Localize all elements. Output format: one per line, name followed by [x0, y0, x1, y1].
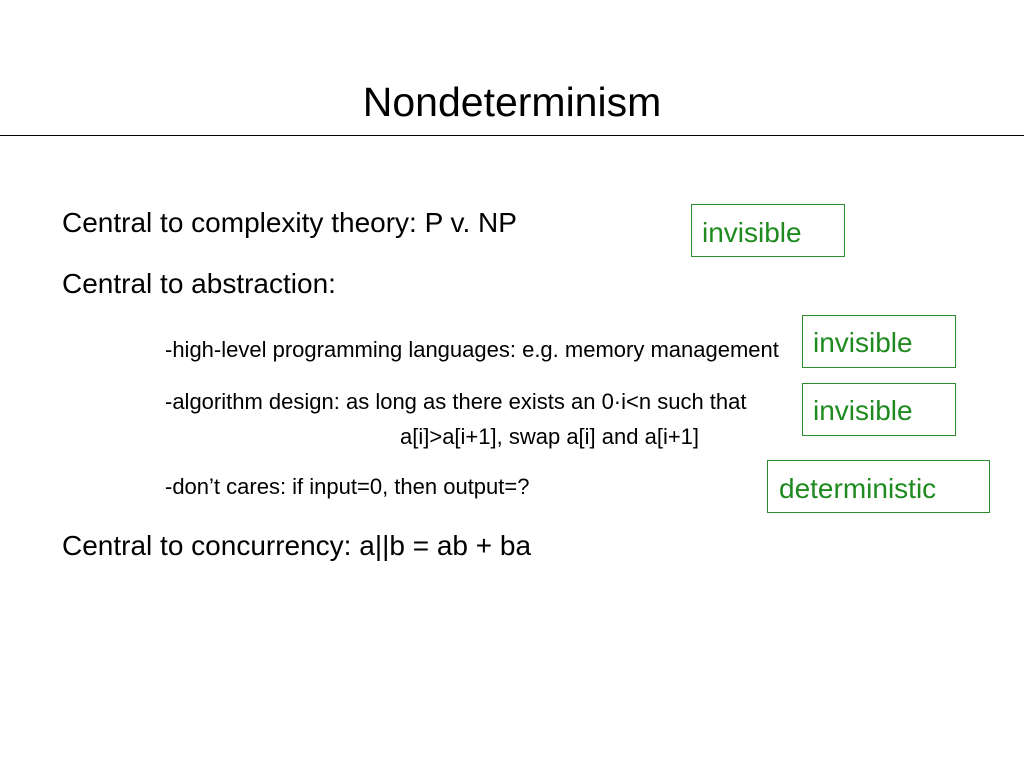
callout-deterministic: deterministic [767, 460, 990, 513]
bullet-concurrency: Central to concurrency: a||b = ab + ba [62, 530, 532, 561]
subbullet-algorithm-design: -algorithm design: as long as there exists an 0·i<n such that [165, 389, 747, 414]
subbullet-algorithm-design-continued: a[i]>a[i+1], swap a[i] and a[i+1] [400, 424, 700, 449]
bullet-abstraction: Central to abstraction: [62, 268, 336, 299]
slide-title: Nondeterminism [362, 79, 662, 125]
callout-invisible-3: invisible [802, 383, 956, 436]
subbullet-dont-cares: -don’t cares: if input=0, then output=? [165, 474, 530, 499]
bullet-complexity: Central to complexity theory: P v. NP [62, 207, 517, 238]
callout-invisible-1: invisible [691, 204, 845, 257]
callout-invisible-2: invisible [802, 315, 956, 368]
subbullet-high-level-languages: -high-level programming languages: e.g. memory management [165, 337, 779, 362]
title-divider [0, 135, 1024, 136]
